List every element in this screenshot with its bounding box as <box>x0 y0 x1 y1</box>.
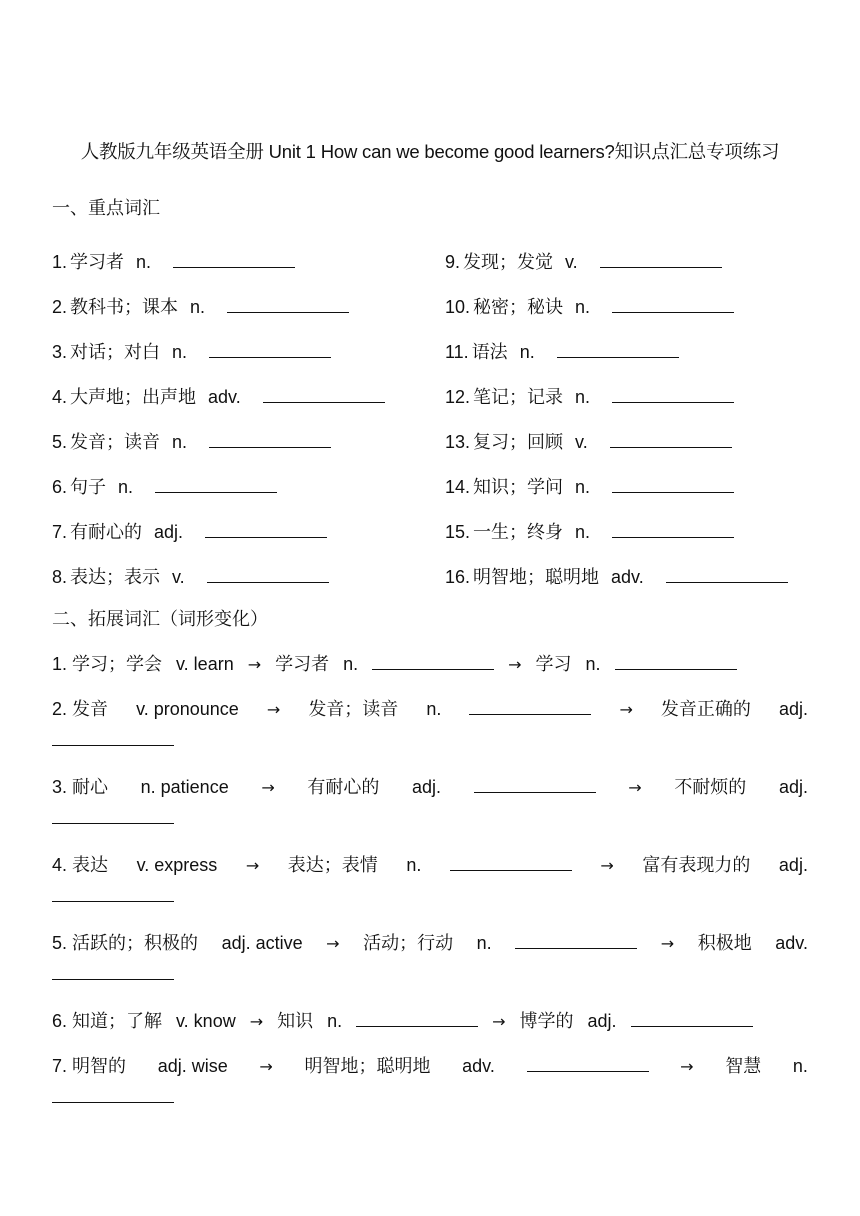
item-en: v. express <box>136 855 218 875</box>
arrow-icon: → <box>619 700 633 719</box>
vocab-item <box>445 428 732 454</box>
vocab-item <box>445 248 722 274</box>
answer-blank[interactable] <box>612 519 734 538</box>
answer-blank[interactable] <box>615 651 737 670</box>
item-cn: 积极地 <box>697 933 752 953</box>
answer-blank[interactable] <box>612 294 734 313</box>
item-number: 14. <box>445 477 471 497</box>
item-pos: n. <box>792 1056 808 1076</box>
item-number: 7. <box>52 522 68 542</box>
vocab-row <box>52 338 822 383</box>
key-vocabulary-list <box>52 248 822 608</box>
item-part-of-speech: v. <box>565 252 578 272</box>
answer-blank[interactable] <box>372 651 494 670</box>
vocab-item <box>445 563 788 589</box>
item-chinese: 笔记；记录 <box>473 387 564 407</box>
vocab-row <box>52 428 822 473</box>
item-chinese: 复习；回顾 <box>473 432 564 452</box>
item-cn: 3. 耐心 <box>52 777 109 797</box>
vocab-item <box>52 293 349 319</box>
item-chinese: 发音；读音 <box>70 432 161 452</box>
item-cn: 学习 <box>535 654 572 674</box>
answer-blank[interactable] <box>612 384 734 403</box>
arrow-icon: → <box>249 1012 264 1031</box>
item-chinese: 发现；发觉 <box>463 252 554 272</box>
item-pos: adv. <box>775 933 808 953</box>
answer-blank[interactable] <box>515 930 637 949</box>
item-pos: n. <box>585 654 601 674</box>
answer-blank[interactable] <box>356 1008 478 1027</box>
item-part-of-speech: n. <box>575 387 591 407</box>
answer-blank[interactable] <box>666 564 788 583</box>
item-chinese: 知识；学问 <box>473 477 564 497</box>
arrow-icon: → <box>660 934 675 953</box>
answer-blank[interactable] <box>263 384 385 403</box>
vocab-item <box>445 338 679 364</box>
answer-blank[interactable] <box>52 1080 174 1103</box>
answer-blank[interactable] <box>612 474 734 493</box>
item-part-of-speech: n. <box>172 432 188 452</box>
item-part-of-speech: n. <box>575 477 591 497</box>
item-pos: adj. <box>778 777 808 797</box>
item-en: adj. active <box>221 933 303 953</box>
arrow-icon: → <box>266 700 281 719</box>
item-cn: 发音正确的 <box>660 699 751 719</box>
item-cn: 6. 知道；了解 <box>52 1011 163 1031</box>
item-part-of-speech: n. <box>575 297 591 317</box>
item-pos: adv. <box>462 1056 495 1076</box>
item-cn: 学习者 <box>275 654 330 674</box>
arrow-icon: → <box>326 934 340 953</box>
item-cn: 1. 学习；学会 <box>52 654 163 674</box>
extended-item-1 <box>52 650 808 676</box>
item-number: 12. <box>445 387 471 407</box>
answer-blank[interactable] <box>205 519 327 538</box>
extended-item-5 <box>52 929 808 980</box>
item-number: 4. <box>52 387 68 407</box>
arrow-icon: → <box>245 856 260 875</box>
vocab-item <box>445 383 734 409</box>
answer-blank[interactable] <box>227 294 349 313</box>
answer-blank[interactable] <box>610 429 732 448</box>
extended-item-2 <box>52 695 808 746</box>
item-cn: 有耐心的 <box>307 777 380 797</box>
answer-blank[interactable] <box>557 339 679 358</box>
vocab-item <box>445 518 734 544</box>
arrow-icon: → <box>628 778 642 797</box>
item-en: adj. wise <box>157 1056 228 1076</box>
item-chinese: 教科书；课本 <box>70 297 179 317</box>
arrow-icon: → <box>259 1057 273 1076</box>
item-number: 15. <box>445 522 471 542</box>
answer-blank[interactable] <box>527 1053 649 1072</box>
item-cn: 活动；行动 <box>363 933 454 953</box>
item-part-of-speech: n. <box>190 297 206 317</box>
vocab-item <box>52 473 277 499</box>
item-cn: 博学的 <box>519 1011 574 1031</box>
item-part-of-speech: n. <box>172 342 188 362</box>
item-part-of-speech: n. <box>575 522 591 542</box>
item-number: 13. <box>445 432 471 452</box>
item-number: 16. <box>445 567 471 587</box>
item-cn: 表达；表情 <box>287 855 378 875</box>
item-pos: n. <box>327 1011 343 1031</box>
arrow-icon: → <box>247 655 262 674</box>
item-chinese: 句子 <box>70 477 107 497</box>
item-part-of-speech: n. <box>136 252 152 272</box>
answer-blank[interactable] <box>52 879 174 902</box>
item-pos: adj. <box>778 855 808 875</box>
item-number: 10. <box>445 297 471 317</box>
extended-item-6 <box>52 1007 808 1033</box>
item-cn: 5. 活跃的；积极的 <box>52 933 199 953</box>
item-pos: adj. <box>412 777 442 797</box>
vocab-row <box>52 473 822 518</box>
vocab-item <box>52 428 331 454</box>
item-chinese: 一生；终身 <box>473 522 564 542</box>
extended-item-3 <box>52 773 808 824</box>
extended-item-4 <box>52 851 808 902</box>
item-pos: n. <box>476 933 492 953</box>
item-part-of-speech: adj. <box>154 522 184 542</box>
item-part-of-speech: n. <box>519 342 535 362</box>
item-part-of-speech: v. <box>172 567 185 587</box>
item-chinese: 学习者 <box>70 252 125 272</box>
vocab-row <box>52 383 822 428</box>
vocab-row <box>52 293 822 338</box>
vocab-item <box>52 518 327 544</box>
item-number: 11. <box>445 342 469 362</box>
section-heading-key-vocabulary: 一、重点词汇 <box>52 198 160 218</box>
extended-item-7 <box>52 1052 808 1103</box>
item-cn: 明智地；聪明地 <box>304 1056 431 1076</box>
vocab-item <box>52 383 385 409</box>
item-cn: 2. 发音 <box>52 699 109 719</box>
arrow-icon: → <box>492 1012 506 1031</box>
item-en: v. pronounce <box>136 699 239 719</box>
item-chinese: 有耐心的 <box>70 522 143 542</box>
answer-blank[interactable] <box>631 1008 753 1027</box>
vocab-item <box>445 293 734 319</box>
item-pos: adj. <box>587 1011 617 1031</box>
answer-blank[interactable] <box>207 564 329 583</box>
item-pos: n. <box>406 855 422 875</box>
item-chinese: 语法 <box>471 342 508 362</box>
answer-blank[interactable] <box>173 249 295 268</box>
vocab-item <box>52 248 295 274</box>
answer-blank[interactable] <box>155 474 277 493</box>
answer-blank[interactable] <box>469 696 591 715</box>
item-cn: 知识 <box>277 1011 314 1031</box>
item-cn: 智慧 <box>725 1056 762 1076</box>
arrow-icon: → <box>680 1057 694 1076</box>
item-chinese: 秘密；秘诀 <box>473 297 564 317</box>
answer-blank[interactable] <box>450 852 572 871</box>
arrow-icon: → <box>508 655 522 674</box>
item-cn: 7. 明智的 <box>52 1056 127 1076</box>
section-heading-extended-vocabulary: 二、拓展词汇（词形变化） <box>52 609 268 629</box>
item-chinese: 明智地；聪明地 <box>473 567 600 587</box>
item-cn: 不耐烦的 <box>674 777 747 797</box>
vocab-row <box>52 563 822 608</box>
item-part-of-speech: adv. <box>611 567 644 587</box>
item-cn: 发音；读音 <box>308 699 399 719</box>
item-en: n. patience <box>140 777 229 797</box>
item-cn: 4. 表达 <box>52 855 109 875</box>
vocab-item <box>52 563 329 589</box>
item-number: 6. <box>52 477 68 497</box>
vocab-row <box>52 518 822 563</box>
item-number: 1. <box>52 252 68 272</box>
item-pos: n. <box>343 654 359 674</box>
arrow-icon: → <box>261 778 275 797</box>
item-number: 9. <box>445 252 461 272</box>
item-number: 5. <box>52 432 68 452</box>
item-chinese: 表达；表示 <box>70 567 161 587</box>
item-part-of-speech: n. <box>118 477 134 497</box>
vocab-item <box>445 473 734 499</box>
item-pos: n. <box>426 699 442 719</box>
item-part-of-speech: v. <box>575 432 588 452</box>
answer-blank[interactable] <box>474 774 596 793</box>
item-chinese: 大声地；出声地 <box>70 387 197 407</box>
item-chinese: 对话；对白 <box>70 342 161 362</box>
answer-blank[interactable] <box>600 249 722 268</box>
document-title: 人教版九年级英语全册 Unit 1 How can we become good learners?知识点汇总专项练习 <box>80 141 780 162</box>
vocab-row <box>52 248 822 293</box>
item-pos: adj. <box>778 699 808 719</box>
item-cn: 富有表现力的 <box>642 855 751 875</box>
item-en: v. know <box>176 1011 236 1031</box>
arrow-icon: → <box>600 856 614 875</box>
item-number: 3. <box>52 342 68 362</box>
answer-blank[interactable] <box>52 801 174 824</box>
vocab-item <box>52 338 331 364</box>
item-en: v. learn <box>176 654 234 674</box>
answer-blank[interactable] <box>52 723 174 746</box>
answer-blank[interactable] <box>209 339 331 358</box>
item-part-of-speech: adv. <box>208 387 241 407</box>
item-number: 2. <box>52 297 68 317</box>
answer-blank[interactable] <box>209 429 331 448</box>
item-number: 8. <box>52 567 68 587</box>
answer-blank[interactable] <box>52 957 174 980</box>
